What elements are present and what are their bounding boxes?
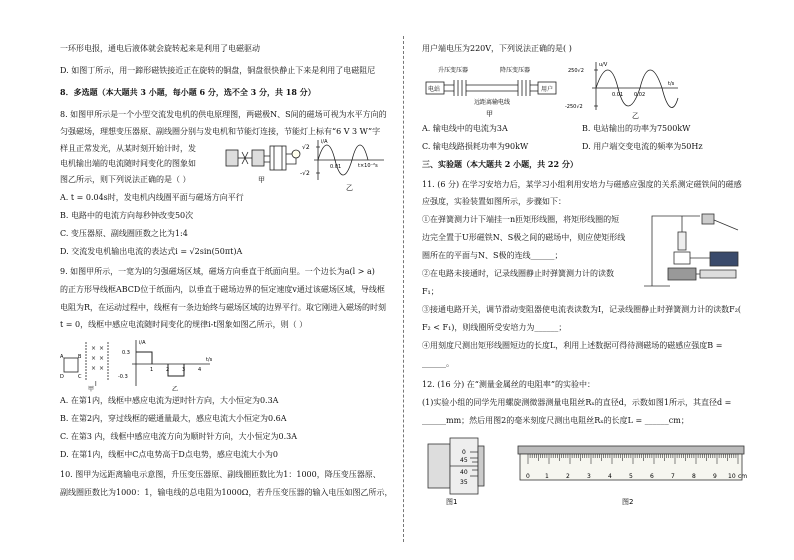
text-line: ______mm；然后用图2的毫米刻度尺测出电阻丝Rₓ的长度L = ______cm； (422, 416, 689, 425)
text-line: ______。 (422, 359, 454, 368)
fig9-tick-2: 2 (166, 367, 170, 373)
micrometer-mark-35: 35 (460, 479, 468, 486)
text-line: 8. 如图甲所示是一个小型交流发电机的供电原理图，两磁极N、S间的磁场可视为水平方向的 (60, 110, 387, 119)
text-line: ②在电路未接通时，记录线圈静止时弹簧测力计的读数 (422, 269, 614, 278)
text-line: 圈所在的平面与N、S极的连线______； (422, 251, 563, 260)
fig9-vneg03: -0.3 (118, 374, 128, 380)
option-b: B. 电路中的电流方向每秒钟改变50次 (60, 211, 194, 220)
ruler-tick-label: 6 (650, 473, 654, 480)
fig8-t-tick: 0.01 (330, 164, 342, 170)
text-line: ④用刻度尺测出矩形线圈短边的长度L，利用上述数据可得待测磁场的磁感应强度B = (422, 341, 723, 350)
text-line: 匀强磁场，理想变压器原、副线圈分别与发电机和节能灯连接，节能灯上标有“6 V 3 W”字 (60, 127, 381, 136)
text-line: 10. 图甲为远距离输电示意图，升压变压器原、副线圈匝数比为1：1000，降压变压器原、 (60, 470, 381, 479)
text-line: 电机输出端的电流随时间变化的图象如 (60, 159, 196, 168)
fig9-label-b: B (78, 354, 82, 360)
text-line: 图乙所示，则下列说法正确的是（ ） (60, 175, 191, 184)
fig10-plant: 电站 (428, 86, 441, 93)
ruler-tick-label: 4 (608, 473, 612, 480)
fig10-t-axis: t/s (668, 81, 675, 87)
text-line: 一环形电报，通电后液体就会旋转起来是利用了电磁驱动 (60, 44, 260, 53)
fig9-i-axis: i/A (139, 340, 146, 346)
fig10-u-neg: -250√2 (565, 104, 583, 110)
text-line: 样且正常发光，从某时刻开始计时，发 (60, 144, 196, 153)
text-line: 边完全置于U形磁铁N、S极之间的磁场中，则应使矩形线 (422, 233, 626, 242)
text-line: F₂ < F₁)，则线圈所受安培力为______； (422, 323, 567, 332)
fig9-label-jia: 甲 (88, 386, 95, 392)
text-line: F₁； (422, 287, 439, 296)
fig9-label-d: D (60, 374, 64, 380)
fig8-label-jia: 甲 (258, 176, 265, 184)
figure-q10 (422, 58, 682, 120)
ruler-tick-label: 9 (713, 473, 717, 480)
text-line: (1)实验小组的同学先用螺旋测微器测量电阻丝Rₓ的直径d，示数如图1所示，其直径d = (422, 398, 732, 407)
option-d: D. 交流发电机输出电流的表达式i = √2sin(50πt)A (60, 247, 243, 256)
text-line: 应强度，实验装置如图所示，步骤如下： (422, 197, 566, 206)
svg-text:×: × (91, 365, 97, 372)
svg-text:×: × (99, 345, 105, 352)
column-divider (403, 36, 404, 542)
fig9-width-l: l (95, 381, 97, 388)
svg-text:×: × (91, 355, 97, 362)
option-c: C. 变压器原、副线圈匝数之比为1:4 (60, 229, 188, 238)
fig10-line: 远距离输电线 (474, 99, 511, 106)
text-line: ③接通电路开关，调节滑动变阻器使电流表读数为I，记录线圈静止时弹簧测力计的读数F₂( (422, 305, 742, 314)
ruler-tick-label: 7 (671, 473, 675, 480)
text-line: 副线圈匝数比为1000：1，输电线的总电阻为1000Ω，若升压变压器的输入电压如图乙所示， (60, 488, 393, 497)
text-line: D. 如图丁所示，用一蹄形磁铁接近正在旋转的铜盘，铜盘很快静止下来是利用了电磁阻尼 (60, 66, 376, 75)
text-line: 电阻为R，在运动过程中，线框有一条边始终与磁场区域的边界平行。取它刚进入磁场的时刻 (60, 303, 387, 312)
ruler-tick-label: 8 (692, 473, 696, 480)
svg-text:×: × (99, 365, 105, 372)
option-c: C. 在第3 内，线框中感应电流方向为顺时针方向，大小恒定为0.3A (60, 432, 298, 441)
text-line: 12. (16 分) 在“测量金属丝的电阻率”的实验中： (422, 380, 595, 389)
text-line: 的正方形导线框ABCD位于纸面内，以垂直于磁场边界的恒定速度v通过该磁场区域，导线框 (60, 285, 385, 294)
fig8-y-pos: √2 (302, 144, 310, 151)
fig12-caption-1: 图1 (446, 498, 458, 506)
svg-text:×: × (91, 345, 97, 352)
fig9-label-yi: 乙 (172, 386, 179, 392)
figure-q11-apparatus (640, 208, 752, 292)
fig10-step-up: 升压变压器 (438, 67, 469, 74)
ruler-unit: cm (738, 473, 748, 480)
section-heading: 8．多选题（本大题共 3 小题，每小题 6 分，选不全 3 分，共 18 分） (60, 87, 316, 97)
svg-text:×: × (99, 355, 105, 362)
text-line: 11. (6 分) 在学习安培力后，某学习小组利用安培力与磁感应强度的关系测定磁铁间的磁感 (422, 180, 742, 189)
fig8-y-neg: -√2 (300, 170, 310, 177)
fig9-label-a: A (60, 354, 64, 360)
option-a: A. 在第1内，线框中感应电流为逆时针方向，大小恒定为0.3A (60, 396, 279, 405)
option-b: B. 在第2内，穿过线框的磁通量最大，感应电流大小恒定为0.6A (60, 414, 287, 423)
fig9-t-axis: t/s (206, 357, 213, 363)
ruler-tick-label: 5 (629, 473, 633, 480)
fig10-user: 用户 (541, 86, 554, 93)
option-a: A. 输电线中的电流为3A (422, 124, 508, 133)
fig10-u-axis: u/V (599, 62, 608, 68)
figure-q9 (60, 336, 260, 392)
fig9-tick-4: 4 (198, 367, 202, 373)
figure-q8 (222, 136, 388, 194)
option-d: D. 在第1内，线框中C点电势高于D点电势，感应电流大小为0 (60, 450, 278, 459)
micrometer-mark-45: 45 (460, 457, 468, 464)
option-c: C. 输电线路损耗功率为90kW (422, 142, 529, 151)
fig8-t-axis: t×10⁻²s (358, 163, 378, 169)
fig10-label-yi: 乙 (632, 112, 639, 120)
fig9-tick-1: 1 (150, 367, 154, 373)
micrometer-mark-0: 0 (462, 449, 466, 456)
text-line: t = 0，线框中感应电流随时间变化的规律i-t图象如图乙所示，则（ ） (60, 320, 308, 329)
ruler-tick-label: 10 (728, 473, 736, 480)
micrometer-mark-40: 40 (460, 469, 468, 476)
fig10-u-pos: 250√2 (568, 68, 584, 74)
fig9-v03: 0.3 (122, 350, 130, 356)
option-b: B. 电站输出的功率为7500kW (582, 124, 691, 133)
fig12-caption-2: 图2 (622, 498, 634, 506)
text-line: 用户端电压为220V，下列说法正确的是( ) (422, 44, 572, 53)
option-a: A. t = 0.04s时，发电机内线圈平面与磁场方向平行 (60, 193, 244, 202)
fig10-t-tick-2: 0.02 (634, 92, 646, 98)
fig10-t-tick-1: 0.01 (612, 92, 624, 98)
fig10-label-jia: 甲 (486, 110, 493, 118)
fig9-tick-3: 3 (182, 367, 186, 373)
text-line: 9. 如图甲所示，一宽为l的匀强磁场区域，磁场方向垂直于纸面向里。一个边长为a(l > a) (60, 267, 375, 276)
text-line: ①在弹簧测力计下端挂一n匝矩形线圈，将矩形线圈的短 (422, 215, 620, 224)
fig8-label-yi: 乙 (346, 184, 353, 192)
ruler-tick-label: 3 (587, 473, 591, 480)
fig10-step-down: 降压变压器 (500, 67, 531, 74)
ruler-tick-label: 0 (526, 473, 530, 480)
ruler-tick-label: 1 (545, 473, 549, 480)
figure-q12 (422, 432, 750, 508)
fig8-axis-i: i/A (321, 139, 328, 145)
option-d: D. 用户端交变电流的频率为50Hz (582, 142, 703, 151)
ruler-tick-label: 2 (566, 473, 570, 480)
section-heading: 三、实验题（本大题共 2 小题，共 22 分） (422, 159, 578, 169)
fig9-label-c: C (78, 374, 82, 380)
